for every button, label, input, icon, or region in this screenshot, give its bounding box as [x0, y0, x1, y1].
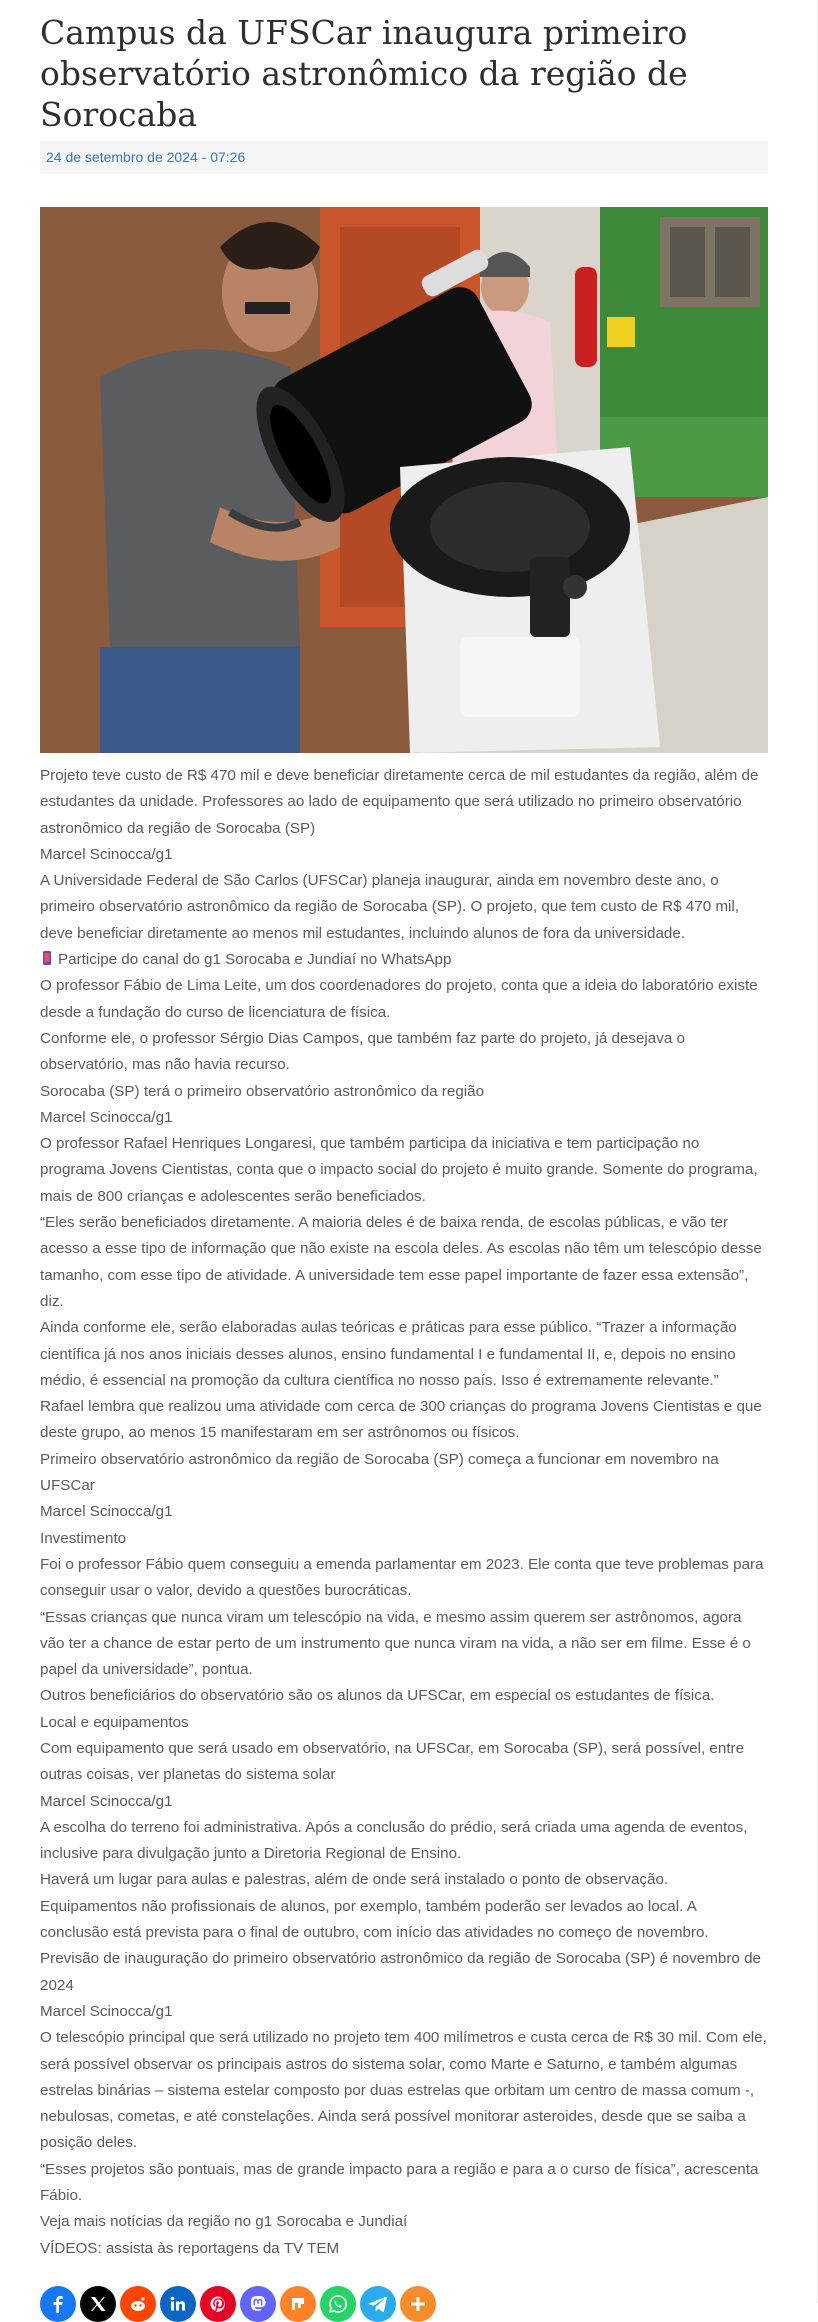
- whatsapp-line: [40, 947, 768, 973]
- article-title: Campus da UFSCar inaugura primeiro observatório astronômico da região de Sorocaba: [40, 13, 688, 134]
- paragraph: “Esses projetos são pontuais, mas de grande impacto para a região e para a o curso de física”, acrescenta Fábio.: [40, 2160, 759, 2205]
- whatsapp-icon: [328, 2294, 348, 2314]
- telegram-icon: [368, 2295, 388, 2313]
- phone-icon: [40, 949, 54, 965]
- paragraph: O professor Fábio de Lima Leite, um dos coordenadores do projeto, conta que a ideia do laboratório existe desde a fundação do curso de licenciatura de física.: [40, 977, 758, 1021]
- paragraph: Ainda conforme ele, serão elaboradas aulas teóricas e práticas para esse público. “Trazer a informação científica já nos anos iniciais desses alunos, ensino fundamental I e fundamental II, e, depois no ensino médio, é essencial na promoção da cultura científica no nosso país. Isso é extremamente relevante.”: [40, 1319, 737, 1389]
- paragraph: Rafael lembra que realizou uma atividade com cerca de 300 crianças do programa Jovens Cientistas e que deste grupo, ao menos 15 manifestaram em ser astrônomos ou físicos.: [40, 1398, 762, 1442]
- share-whatsapp-button[interactable]: [320, 2286, 356, 2322]
- share-mastodon-button[interactable]: [240, 2286, 276, 2322]
- share-linkedin-button[interactable]: [160, 2286, 196, 2322]
- reddit-icon: [128, 2295, 148, 2313]
- related-link[interactable]: Veja mais notícias da região no g1 Sorocaba e Jundiaí: [40, 2213, 408, 2231]
- photo-caption: Previsão de inauguração do primeiro observatório astronômico da região de Sorocaba (SP) é novembro de 2024: [40, 1950, 761, 1994]
- share-x-button[interactable]: [80, 2286, 116, 2322]
- article-date: 24 de setembro de 2024 - 07:26: [40, 141, 768, 174]
- paragraph: Conforme ele, o professor Sérgio Dias Campos, que também faz parte do projeto, já desejava o observatório, mas não havia recurso.: [40, 1029, 685, 1074]
- paragraph: Outros beneficiários do observatório são os alunos da UFSCar, em especial os estudantes de física.: [40, 1687, 715, 1705]
- videos-link[interactable]: VÍDEOS: assista às reportagens da TV TEM: [40, 2239, 340, 2257]
- share-pinterest-button[interactable]: [200, 2286, 236, 2322]
- photo-credit: Marcel Scinocca/g1: [40, 1792, 173, 1810]
- x-icon: [89, 2295, 107, 2313]
- paragraph: “Eles serão beneficiados diretamente. A maioria deles é de baixa renda, de escolas públicas, e vão ter acesso a esse tipo de informação que não existe na escola deles. As escolas não têm um telescópio desse tamanho, com esse tipo de atividade. A universidade tem esse papel importante de fazer essa extensão”, diz.: [40, 1214, 762, 1310]
- mastodon-icon: [249, 2295, 267, 2313]
- paragraph: O telescópio principal que será utilizado no projeto tem 400 milímetros e custa cerca de R$ 30 mil. Com ele, será possível observar os principais astros do sistema solar, como Marte e Saturno, e também algumas estrelas binárias – sistema estelar composto por duas estrelas que orbitam um centro de massa comum -, nebulosas, cometas, e até constelações. Ainda será possível monitorar asteroides, desde que se saiba a posição deles.: [40, 2029, 767, 2152]
- paragraph: O professor Rafael Henriques Longaresi, que também participa da iniciativa e tem participação no programa Jovens Cientistas, conta que o impacto social do projeto é muito grande. Somente do programa, mais de 800 crianças e adolescentes serão beneficiados.: [40, 1135, 758, 1205]
- paragraph: Equipamentos não profissionais de alunos, por exemplo, também poderão ser levados ao local. A conclusão está prevista para o final de outubro, com início das atividades no começo de novembro.: [40, 1897, 709, 1942]
- share-telegram-button[interactable]: [360, 2286, 396, 2322]
- photo-credit: Marcel Scinocca/g1: [40, 2002, 173, 2020]
- article: [40, 12, 768, 2322]
- video-caption: Sorocaba (SP) terá o primeiro observatório astronômico da região: [40, 1082, 485, 1100]
- share-facebook-button[interactable]: [40, 2286, 76, 2322]
- article-body: [40, 763, 768, 2262]
- paragraph: “Essas crianças que nunca viram um telescópio na vida, e mesmo assim querem ser astrônomos, agora vão ter a chance de estar perto de um instrumento que nunca viram na vida, a não ser em filme. Esse é o papel da universidade”, pontua.: [40, 1608, 751, 1679]
- photo-credit: Marcel Scinocca/g1: [40, 1503, 173, 1521]
- plus-icon: [409, 2295, 427, 2313]
- photo-credit: Marcel Scinocca/g1: [40, 845, 173, 863]
- photo-caption: Com equipamento que será usado em observatório, na UFSCar, em Sorocaba (SP), será possível, entre outras coisas, ver planetas do sistema solar: [40, 1739, 745, 1784]
- paragraph: Foi o professor Fábio quem conseguiu a emenda parlamentar em 2023. Ele conta que teve problemas para conseguir usar o valor, devido a questões burocráticas.: [40, 1555, 764, 1600]
- whatsapp-link[interactable]: Participe do canal do g1 Sorocaba e Jundiaí no WhatsApp: [58, 951, 452, 969]
- article-photo: [40, 207, 768, 753]
- share-bar: [40, 2286, 768, 2322]
- subheading: Investimento: [40, 1529, 127, 1547]
- paragraph: A escolha do terreno foi administrativa. Após a conclusão do prédio, será criada uma agenda de eventos, inclusive para divulgação junto a Diretoria Regional de Ensino.: [40, 1818, 748, 1863]
- facebook-icon: [49, 2295, 67, 2313]
- share-mix-button[interactable]: [280, 2286, 316, 2322]
- share-more-button[interactable]: [400, 2286, 436, 2322]
- telescope-photo: [40, 207, 768, 753]
- linkedin-icon: [169, 2295, 187, 2313]
- subheading: Local e equipamentos: [40, 1713, 189, 1731]
- paragraph: A Universidade Federal de São Carlos (UFSCar) planeja inaugurar, ainda em novembro deste ano, o primeiro observatório astronômico da região de Sorocaba (SP). O projeto, que tem custo de R$ 470 mil, deve beneficiar diretamente ao menos mil estudantes, incluindo alunos de fora da universidade.: [40, 872, 739, 942]
- share-reddit-button[interactable]: [120, 2286, 156, 2322]
- paragraph: Haverá um lugar para aulas e palestras, além de onde será instalado o ponto de observação.: [40, 1871, 669, 1889]
- photo-caption: Projeto teve custo de R$ 470 mil e deve beneficiar diretamente cerca de mil estudantes da região, além de estudantes da unidade. Professores ao lado de equipamento que será utilizado no primeiro observatório astronômico da região de Sorocaba (SP): [40, 767, 759, 837]
- photo-caption: Primeiro observatório astronômico da região de Sorocaba (SP) começa a funcionar em novembro na UFSCar: [40, 1450, 719, 1495]
- pinterest-icon: [209, 2295, 227, 2313]
- mix-icon: [289, 2295, 307, 2313]
- video-credit: Marcel Scinocca/g1: [40, 1108, 173, 1126]
